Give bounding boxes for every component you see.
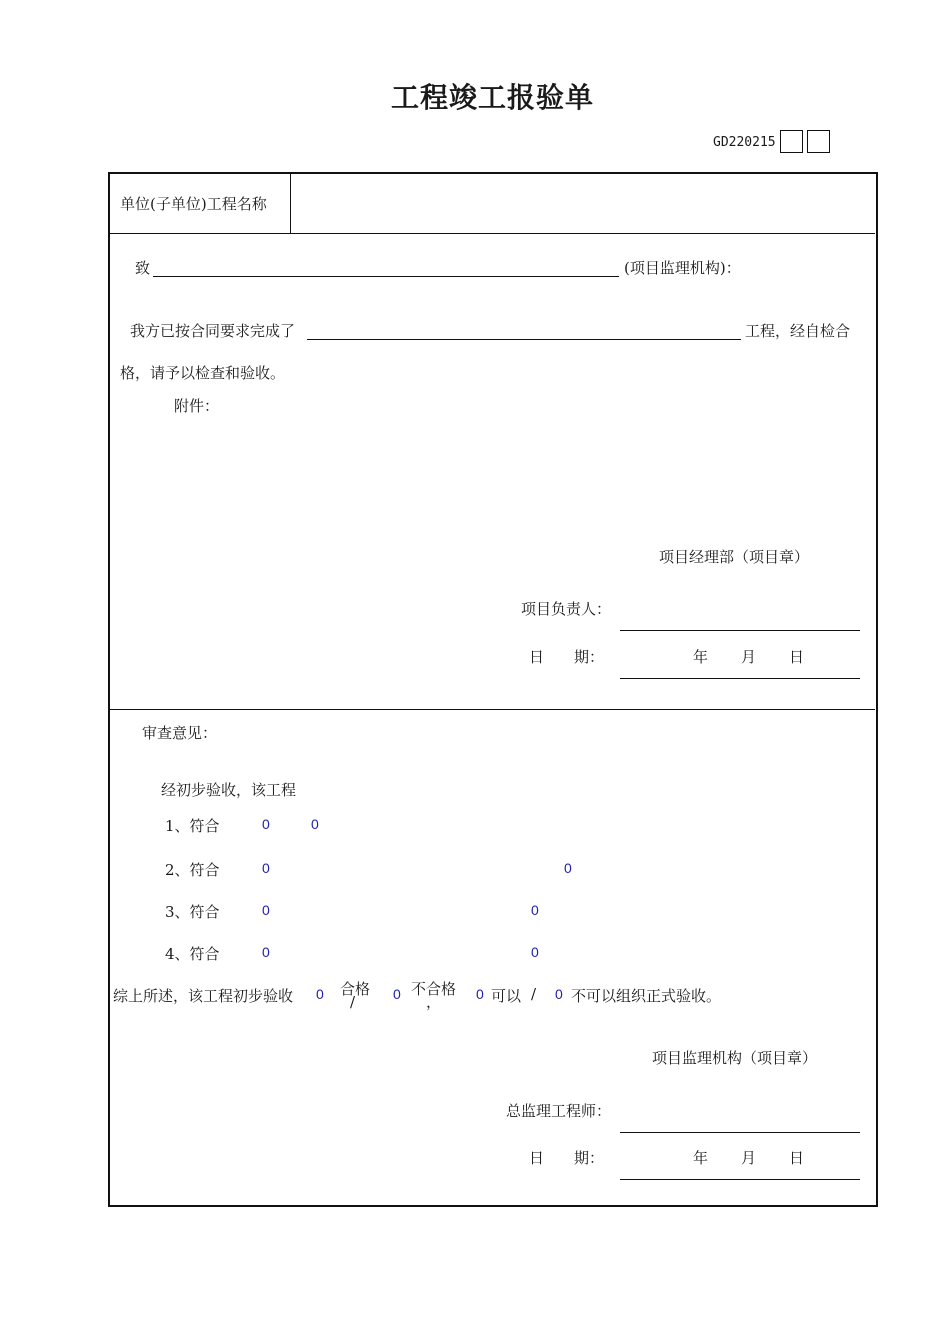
engineer-label: 总监理工程师： xyxy=(506,1102,612,1120)
date-year: 年 xyxy=(693,648,709,666)
date-month: 月 xyxy=(741,648,757,666)
item-value: 0 xyxy=(262,902,270,918)
item-value: 0 xyxy=(564,860,572,876)
to-prefix: 致 xyxy=(135,259,151,277)
date-label: 日 期： xyxy=(529,648,605,666)
slash: / xyxy=(350,993,356,1011)
comma: ， xyxy=(426,993,442,1011)
item-value: 0 xyxy=(262,944,270,960)
item-value: 0 xyxy=(311,816,319,832)
code-box-2[interactable] xyxy=(807,130,830,153)
completed-project-field[interactable] xyxy=(307,339,741,340)
divider xyxy=(109,233,875,234)
item-label: 3、符合 xyxy=(165,903,220,921)
summary-value: 0 xyxy=(393,986,401,1002)
date-label: 日 期： xyxy=(529,1149,605,1167)
project-name-field[interactable] xyxy=(292,174,872,232)
person-label: 项目负责人： xyxy=(521,600,612,618)
summary-value: 0 xyxy=(316,986,324,1002)
engineer-signature-field[interactable] xyxy=(620,1132,860,1133)
supervision-seal-label: 项目监理机构（项目章） xyxy=(652,1049,818,1067)
unqualified-label: 不合格 xyxy=(411,980,457,998)
date-day: 日 xyxy=(789,1149,805,1167)
form-code: GD220215 xyxy=(713,135,776,150)
form-title: 工程竣工报验单 xyxy=(390,81,594,114)
item-value: 0 xyxy=(262,816,270,832)
can-label: 可以 xyxy=(491,987,522,1005)
pm-seal-label: 项目经理部（项目章） xyxy=(659,548,810,566)
code-box-1[interactable] xyxy=(780,130,803,153)
body-suffix: 工程，经自检合 xyxy=(745,322,851,340)
summary-value: 0 xyxy=(555,986,563,1002)
project-name-label: 单位(子单位)工程名称 xyxy=(120,195,267,213)
person-signature-field[interactable] xyxy=(620,630,860,631)
to-suffix: (项目监理机构)： xyxy=(624,259,741,277)
item-value: 0 xyxy=(531,944,539,960)
opinion-label: 审查意见： xyxy=(142,724,218,742)
body-prefix: 我方已按合同要求完成了 xyxy=(130,322,296,340)
date-day: 日 xyxy=(789,648,805,666)
body-line2: 格，请予以检查和验收。 xyxy=(120,364,286,382)
date-year: 年 xyxy=(693,1149,709,1167)
date-field[interactable] xyxy=(620,678,860,679)
supervision-org-field[interactable] xyxy=(153,276,619,277)
date-month: 月 xyxy=(741,1149,757,1167)
review-intro: 经初步验收，该工程 xyxy=(161,781,297,799)
item-label: 4、符合 xyxy=(165,945,220,963)
qualified-label: 合格 xyxy=(340,980,371,998)
summary-value: 0 xyxy=(476,986,484,1002)
divider xyxy=(290,173,291,233)
date-field[interactable] xyxy=(620,1179,860,1180)
summary-prefix: 综上所述，该工程初步验收 xyxy=(113,987,294,1005)
item-label: 1、符合 xyxy=(165,817,220,835)
divider xyxy=(109,709,875,710)
item-label: 2、符合 xyxy=(165,861,220,879)
attachment-label: 附件： xyxy=(174,397,220,415)
item-value: 0 xyxy=(531,902,539,918)
summary-suffix: 不可以组织正式验收。 xyxy=(571,987,722,1005)
item-value: 0 xyxy=(262,860,270,876)
slash: / xyxy=(531,985,537,1003)
